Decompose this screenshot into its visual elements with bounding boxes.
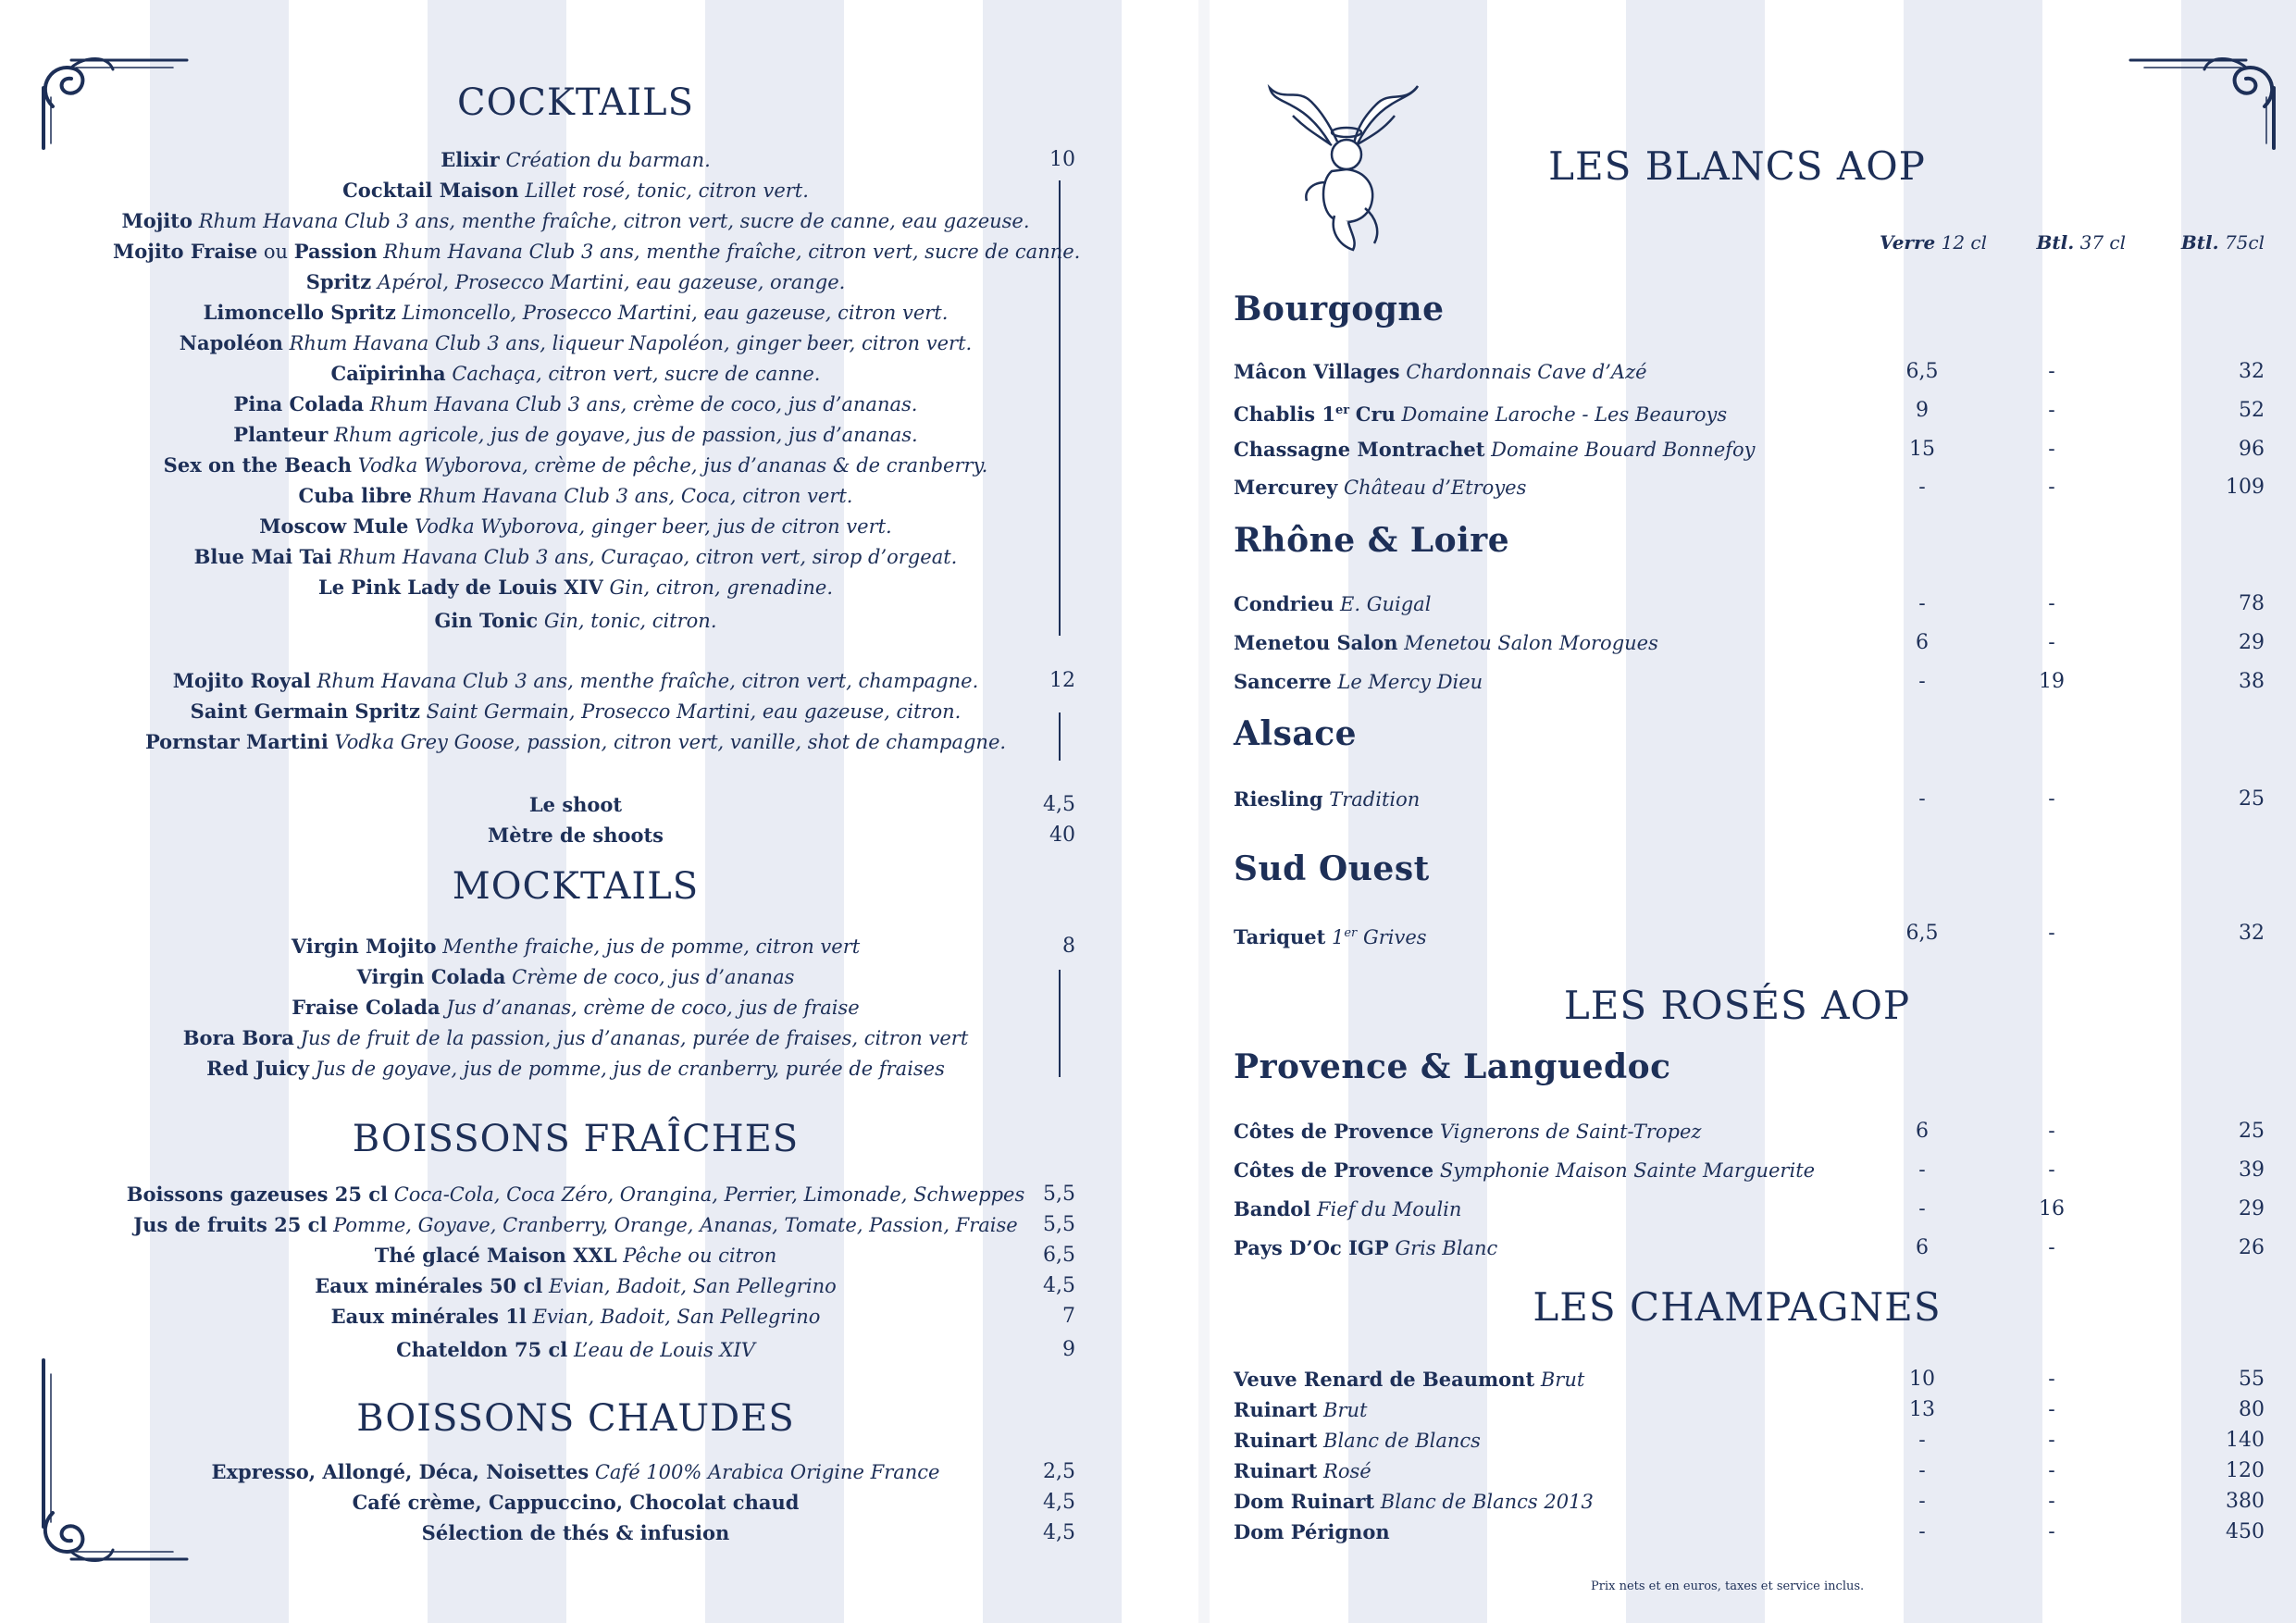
- col-btl75-header: Btl. 75cl: [2180, 231, 2265, 254]
- wine-item: [1234, 631, 1658, 655]
- wine-item: [1234, 787, 1420, 812]
- item-desc: Pêche ou citron: [623, 1245, 777, 1267]
- blancs-title: LES BLANCS AOP: [1548, 143, 1926, 189]
- price-verre: 6,5: [1905, 922, 1939, 945]
- item-desc: Saint Germain, Prosecco Martini, eau gazeuse, citron.: [426, 700, 962, 723]
- item-price: 5,5: [1043, 1213, 1075, 1236]
- price-btl75: 78: [2239, 592, 2265, 615]
- item-price: 6,5: [1043, 1244, 1075, 1267]
- col-verre-header: Verre 12 cl: [1880, 231, 1987, 254]
- item-name: Caïpirinha: [330, 362, 446, 385]
- price-btl75: 32: [2239, 360, 2265, 383]
- item-name: Ruinart: [1234, 1429, 1318, 1452]
- price-btl37: -: [2048, 1158, 2055, 1182]
- item-name: Virgin Mojito: [291, 935, 437, 958]
- price-btl37: -: [2048, 1490, 2055, 1513]
- item-name: Le shoot: [528, 793, 623, 816]
- region-alsace: Alsace: [1234, 714, 1358, 753]
- item-name: Passion: [293, 240, 378, 263]
- price-verre: 6: [1916, 1236, 1929, 1259]
- item-desc: Création du barman.: [505, 149, 711, 171]
- item-name: Gin Tonic: [434, 609, 539, 632]
- cocktails-price-group2: 12: [1049, 669, 1075, 692]
- wine-item: [1234, 1197, 1461, 1221]
- item-desc: Tradition: [1329, 788, 1421, 811]
- fraiche-item: [113, 1338, 1038, 1362]
- item-name: Moscow Mule: [259, 514, 409, 538]
- price-verre: 6: [1916, 1120, 1929, 1143]
- item-price: 4,5: [1043, 793, 1075, 816]
- item-desc: Fief du Moulin: [1316, 1198, 1462, 1220]
- item-desc: Rhum Havana Club 3 ans, liqueur Napoléon, ginger beer, citron vert.: [289, 332, 973, 354]
- mocktail-item: [113, 1026, 1038, 1050]
- item-desc: Rhum Havana Club 3 ans, crème de coco, jus d’ananas.: [369, 393, 918, 415]
- fraiche-item: [113, 1213, 1038, 1237]
- item-desc: L’eau de Louis XIV: [573, 1339, 755, 1361]
- item-desc: Domaine Laroche - Les Beauroys: [1401, 403, 1728, 426]
- wine-item: Tariquet 1er Grives: [1234, 925, 1427, 948]
- item-price: 4,5: [1043, 1274, 1075, 1297]
- wine-item: [1234, 1459, 1371, 1483]
- cocktail-item: [113, 148, 1038, 172]
- item-name: Napoléon: [179, 331, 283, 354]
- mocktails-price: 8: [1062, 935, 1075, 958]
- item-name: Le Pink Lady de Louis XIV: [317, 576, 603, 599]
- price-btl37: -: [2048, 631, 2055, 654]
- item-desc: Pomme, Goyave, Cranberry, Orange, Ananas, Tomate, Passion, Fraise: [333, 1214, 1018, 1236]
- price-btl75: 25: [2239, 1120, 2265, 1143]
- cocktail-item: [113, 423, 1038, 447]
- item-name: Mojito Fraise: [113, 240, 258, 263]
- item-desc: Blanc de Blancs: [1323, 1430, 1481, 1452]
- price-verre: -: [1918, 787, 1926, 811]
- wine-item: [1234, 592, 1431, 616]
- item-desc: Jus de goyave, jus de pomme, jus de cranberry, purée de fraises: [315, 1058, 945, 1080]
- item-name: Sex on the Beach: [163, 453, 353, 477]
- price-btl75: 29: [2239, 1197, 2265, 1220]
- region-rhone-loire: Rhône & Loire: [1234, 521, 1510, 560]
- item-desc: Jus d’ananas, crème de coco, jus de fraise: [446, 997, 860, 1019]
- item-price: 9: [1062, 1338, 1075, 1361]
- item-name: Dom Ruinart: [1234, 1490, 1375, 1513]
- price-btl37: -: [2048, 1236, 2055, 1259]
- item-name: Limoncello Spritz: [203, 301, 396, 324]
- cocktail-item: [113, 392, 1038, 416]
- item-name: Veuve Renard de Beaumont: [1234, 1368, 1535, 1391]
- region-bourgogne: Bourgogne: [1234, 290, 1445, 328]
- cocktail-item: Mojito Fraise ou Passion Rhum Havana Club 3 ans, menthe fraîche, citron vert, sucre de canne.: [113, 240, 1081, 263]
- item-name: Bora Bora: [182, 1026, 294, 1049]
- cocktail-item: [113, 576, 1038, 600]
- region-provence-languedoc: Provence & Languedoc: [1234, 1047, 1671, 1086]
- wine-item: [1234, 438, 1756, 462]
- item-price: 2,5: [1043, 1460, 1075, 1483]
- item-name: Blue Mai Tai: [193, 545, 332, 568]
- item-desc: Café 100% Arabica Origine France: [594, 1461, 940, 1483]
- item-desc: Rhum Havana Club 3 ans, Coca, citron vert.: [417, 485, 853, 507]
- item-name: Spritz: [305, 270, 372, 293]
- item-name: Virgin Colada: [356, 965, 506, 988]
- cocktail-item: [113, 609, 1038, 633]
- wine-item: [1234, 1236, 1497, 1260]
- price-verre: 9: [1916, 399, 1929, 422]
- item-name: Jus de fruits 25 cl: [133, 1213, 328, 1236]
- price-verre: 15: [1909, 438, 1935, 461]
- price-note: Prix nets et en euros, taxes et service inclus.: [1591, 1580, 1865, 1593]
- cocktail-item: [113, 270, 1038, 294]
- price-verre: -: [1918, 1520, 1926, 1543]
- wine-item: [1234, 1490, 1594, 1514]
- item-name: Côtes de Provence: [1234, 1120, 1434, 1143]
- mocktail-item: [113, 965, 1038, 989]
- item-desc: Vodka Wyborova, ginger beer, jus de citron vert.: [415, 515, 892, 538]
- item-name: Bandol: [1234, 1197, 1311, 1220]
- item-name: Thé glacé Maison XXL: [374, 1244, 617, 1267]
- cocktail-item: [113, 545, 1038, 569]
- item-desc: Brut: [1540, 1369, 1585, 1391]
- price-btl37: -: [2048, 1429, 2055, 1452]
- item-price: 7: [1062, 1305, 1075, 1328]
- right-page: [1210, 0, 2296, 1623]
- item-name: Dom Pérignon: [1234, 1520, 1390, 1543]
- item-desc: Limoncello, Prosecco Martini, eau gazeuse, citron vert.: [402, 302, 949, 324]
- item-name: Menetou Salon: [1234, 631, 1398, 654]
- item-desc: Rhum Havana Club 3 ans, Curaçao, citron vert, sirop d’orgeat.: [338, 546, 958, 568]
- price-verre: 6: [1916, 631, 1929, 654]
- wine-item: Chablis 1er Cru Domaine Laroche - Les Beauroys: [1234, 403, 1728, 426]
- item-price: 40: [1049, 824, 1075, 847]
- item-desc: E. Guigal: [1340, 593, 1432, 615]
- item-name: Sancerre: [1234, 670, 1332, 693]
- item-name: Boissons gazeuses 25 cl: [126, 1183, 389, 1206]
- mocktail-item: [113, 996, 1038, 1020]
- item-desc: Menthe fraiche, jus de pomme, citron vert: [442, 935, 861, 958]
- roses-title: LES ROSÉS AOP: [1563, 983, 1911, 1028]
- item-name: Mercurey: [1234, 476, 1338, 499]
- item-name: Cocktail Maison: [342, 179, 519, 202]
- price-verre: -: [1918, 476, 1926, 499]
- price-verre: -: [1918, 1459, 1926, 1482]
- wine-item: [1234, 1120, 1701, 1144]
- price-verre: 6,5: [1905, 360, 1939, 383]
- cocktail-item: [113, 209, 1038, 233]
- fraiche-item: [113, 1305, 1038, 1329]
- item-desc: Rosé: [1323, 1460, 1371, 1482]
- price-verre: -: [1918, 592, 1926, 615]
- price-btl75: 109: [2226, 476, 2265, 499]
- fraiches-title: BOISSONS FRAÎCHES: [352, 1118, 800, 1160]
- fraiche-item: [113, 1244, 1038, 1268]
- item-name: Mojito: [121, 209, 192, 232]
- item-desc: Gris Blanc: [1395, 1237, 1498, 1259]
- item-desc: Cachaça, citron vert, sucre de canne.: [452, 363, 821, 385]
- price-btl37: -: [2048, 1459, 2055, 1482]
- price-btl75: 52: [2239, 399, 2265, 422]
- item-name: Côtes de Provence: [1234, 1158, 1434, 1182]
- item-name: Mojito Royal: [172, 669, 311, 692]
- price-btl75: 140: [2226, 1429, 2265, 1452]
- item-name: Condrieu: [1234, 592, 1334, 615]
- price-verre: -: [1918, 1197, 1926, 1220]
- item-name: Mètre de shoots: [487, 824, 664, 847]
- item-name: Ruinart: [1234, 1398, 1318, 1421]
- fraiche-item: [113, 1183, 1038, 1207]
- price-btl37: -: [2048, 399, 2055, 422]
- chaudes-title: BOISSONS CHAUDES: [356, 1397, 795, 1440]
- item-desc: Chardonnais Cave d’Azé: [1406, 361, 1647, 383]
- price-btl75: 38: [2239, 670, 2265, 693]
- wine-item: [1234, 1520, 1390, 1544]
- mocktails-title: MOCKTAILS: [452, 865, 700, 908]
- item-desc: Le Mercy Dieu: [1337, 671, 1483, 693]
- item-name: Planteur: [233, 423, 329, 446]
- price-verre: -: [1918, 1429, 1926, 1452]
- price-verre: -: [1918, 1490, 1926, 1513]
- cocktails-title: COCKTAILS: [456, 81, 695, 124]
- price-btl75: 450: [2226, 1520, 2265, 1543]
- item-name: Red Juicy: [206, 1057, 310, 1080]
- item-desc: Rhum agricole, jus de goyave, jus de passion, jus d’ananas.: [334, 424, 918, 446]
- item-name: Expresso, Allongé, Déca, Noisettes: [211, 1460, 590, 1483]
- wine-item: [1234, 1368, 1584, 1392]
- item-desc: Rhum Havana Club 3 ans, menthe fraîche, citron vert, sucre de canne.: [383, 241, 1081, 263]
- item-name: Pina Colada: [233, 392, 365, 415]
- item-name: Tariquet: [1234, 925, 1326, 948]
- item-price: 4,5: [1043, 1521, 1075, 1544]
- item-name: Chateldon 75 cl: [396, 1338, 568, 1361]
- chaude-item: [113, 1460, 1038, 1484]
- item-desc: Rhum Havana Club 3 ans, menthe fraîche, citron vert, champagne.: [316, 670, 979, 692]
- price-btl75: 39: [2239, 1158, 2265, 1182]
- price-btl37: 16: [2039, 1197, 2065, 1220]
- item-desc: Blanc de Blancs 2013: [1380, 1491, 1594, 1513]
- cocktail-item: [113, 179, 1038, 203]
- cocktail-item: [113, 331, 1038, 355]
- item-desc: Menetou Salon Morogues: [1404, 632, 1658, 654]
- item-desc: Domaine Bouard Bonnefoy: [1491, 439, 1756, 461]
- champagnes-title: LES CHAMPAGNES: [1533, 1284, 1942, 1330]
- item-name: Fraise Colada: [292, 996, 441, 1019]
- cocktail-item: [113, 730, 1038, 754]
- price-bracket-line: [1059, 712, 1061, 761]
- item-name: Saint Germain Spritz: [190, 700, 420, 723]
- item-name: Sélection de thés & infusion: [421, 1521, 730, 1544]
- cocktail-item: [113, 514, 1038, 539]
- price-btl75: 26: [2239, 1236, 2265, 1259]
- price-btl75: 55: [2239, 1368, 2265, 1391]
- cocktail-item: [113, 362, 1038, 386]
- cocktail-item: [113, 484, 1038, 508]
- item-desc: Apérol, Prosecco Martini, eau gazeuse, orange.: [377, 271, 846, 293]
- price-btl37: -: [2048, 476, 2055, 499]
- item-name: Riesling: [1234, 787, 1323, 811]
- wine-item: [1234, 670, 1483, 694]
- region-sud-ouest: Sud Ouest: [1234, 849, 1430, 888]
- price-btl75: 29: [2239, 631, 2265, 654]
- item-desc: Evian, Badoit, San Pellegrino: [548, 1275, 837, 1297]
- price-btl37: -: [2048, 592, 2055, 615]
- wine-item: [1234, 1398, 1367, 1422]
- item-desc: Vignerons de Saint-Tropez: [1439, 1121, 1702, 1143]
- price-btl75: 120: [2226, 1459, 2265, 1482]
- shoot-item: [113, 793, 1038, 817]
- price-btl37: -: [2048, 438, 2055, 461]
- shoot-item: [113, 824, 1038, 848]
- item-desc: Château d’Etroyes: [1344, 477, 1527, 499]
- wine-item: [1234, 1158, 1815, 1183]
- price-verre: 13: [1909, 1398, 1935, 1421]
- item-name: Cuba libre: [298, 484, 413, 507]
- item-desc: Gin, citron, grenadine.: [609, 576, 834, 599]
- item-desc: Symphonie Maison Sainte Marguerite: [1439, 1159, 1816, 1182]
- cocktail-item: [113, 700, 1038, 724]
- cocktail-item: [113, 301, 1038, 325]
- chaude-item: [113, 1491, 1038, 1515]
- ornament-corner-icon: [2038, 51, 2288, 153]
- item-desc: Rhum Havana Club 3 ans, menthe fraîche, citron vert, sucre de canne, eau gazeuse.: [198, 210, 1030, 232]
- mocktail-item: [113, 1057, 1038, 1081]
- item-name: Ruinart: [1234, 1459, 1318, 1482]
- item-desc: Vodka Wyborova, crème de pêche, jus d’ananas & de cranberry.: [357, 454, 988, 477]
- item-price: 4,5: [1043, 1491, 1075, 1514]
- price-btl37: -: [2048, 360, 2055, 383]
- cherub-angel-icon: [1265, 79, 1422, 259]
- item-name: Eaux minérales 1l: [330, 1305, 527, 1328]
- wine-item: [1234, 360, 1647, 384]
- price-btl75: 32: [2239, 922, 2265, 945]
- item-desc: Coca-Cola, Coca Zéro, Orangina, Perrier, Limonade, Schweppes: [393, 1183, 1025, 1206]
- col-btl37-header: Btl. 37 cl: [2036, 231, 2126, 254]
- cocktail-item: [113, 669, 1038, 693]
- item-desc: Evian, Badoit, San Pellegrino: [532, 1306, 821, 1328]
- price-btl37: -: [2048, 1120, 2055, 1143]
- price-bracket-line: [1059, 970, 1061, 1077]
- price-btl37: -: [2048, 922, 2055, 945]
- item-name: Chablis 1: [1234, 403, 1335, 426]
- item-name: Chassagne Montrachet: [1234, 438, 1485, 461]
- item-name: Pornstar Martini: [144, 730, 329, 753]
- price-btl75: 25: [2239, 787, 2265, 811]
- item-name: Pays D’Oc IGP: [1234, 1236, 1389, 1259]
- item-desc: Grives: [1362, 926, 1427, 948]
- price-btl75: 380: [2226, 1490, 2265, 1513]
- item-desc: Brut: [1323, 1399, 1368, 1421]
- left-page: [11, 0, 1198, 1623]
- item-name: Elixir: [441, 148, 500, 171]
- fraiche-item: [113, 1274, 1038, 1298]
- wine-item: [1234, 1429, 1481, 1453]
- price-btl75: 96: [2239, 438, 2265, 461]
- item-desc: Lillet rosé, tonic, citron vert.: [525, 180, 809, 202]
- page-fold: [1198, 0, 1210, 1623]
- price-btl75: 80: [2239, 1398, 2265, 1421]
- item-name: Mâcon Villages: [1234, 360, 1400, 383]
- price-verre: -: [1918, 670, 1926, 693]
- price-btl37: -: [2048, 1368, 2055, 1391]
- wine-item: [1234, 476, 1526, 500]
- item-name: Café crème, Cappuccino, Chocolat chaud: [352, 1491, 800, 1514]
- item-desc: Jus de fruit de la passion, jus d’ananas, purée de fraises, citron vert: [300, 1027, 969, 1049]
- price-btl37: -: [2048, 787, 2055, 811]
- mocktail-item: [113, 935, 1038, 959]
- cocktails-price-group1: 10: [1049, 148, 1075, 171]
- price-btl37: -: [2048, 1520, 2055, 1543]
- price-btl37: 19: [2039, 670, 2065, 693]
- price-verre: 10: [1909, 1368, 1935, 1391]
- item-name: Eaux minérales 50 cl: [315, 1274, 543, 1297]
- item-price: 5,5: [1043, 1183, 1075, 1206]
- price-verre: -: [1918, 1158, 1926, 1182]
- price-btl37: -: [2048, 1398, 2055, 1421]
- item-desc: Crème de coco, jus d’ananas: [512, 966, 795, 988]
- chaude-item: [113, 1521, 1038, 1545]
- item-desc: Gin, tonic, citron.: [543, 610, 717, 632]
- item-desc: Vodka Grey Goose, passion, citron vert, vanille, shot de champagne.: [334, 731, 1007, 753]
- cocktail-item: [113, 453, 1038, 477]
